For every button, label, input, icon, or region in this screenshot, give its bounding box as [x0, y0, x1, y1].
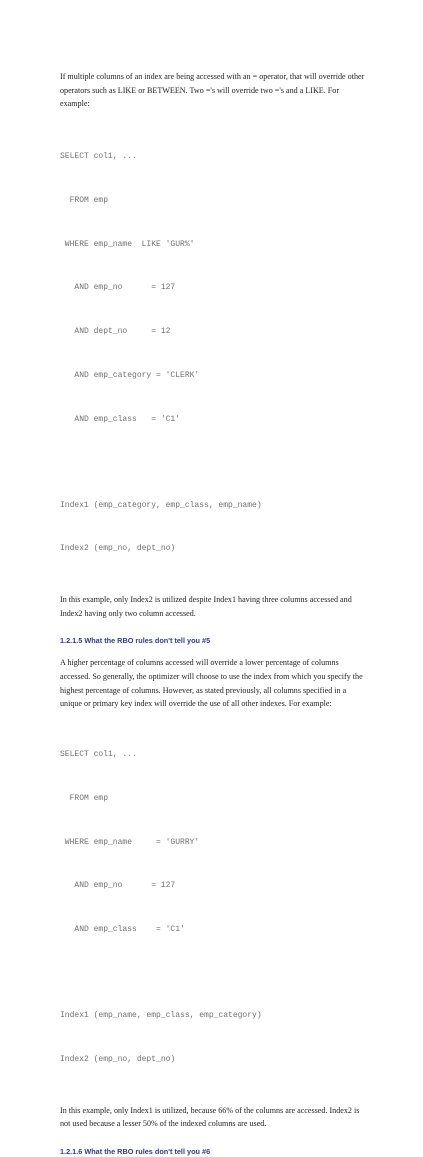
code-line: Index1 (emp_category, emp_class, emp_name): [60, 500, 262, 510]
code-block-indexes-1: [60, 469, 370, 586]
code-line: FROM emp: [60, 195, 109, 205]
code-line: WHERE emp_name = 'GURRY': [60, 837, 200, 847]
code-block-indexes-2: [60, 980, 370, 1097]
document-page: [60, 70, 370, 1157]
paragraph-rule-5: A higher percentage of columns accessed will override a lower percentage of columns accessed. So generally, the optimizer will choose to use the index from which you specify the highest percentage of columns. However, as stated previously, all columns specified in a unique or primary key index will override the use of all other indexes. For example:: [60, 658, 363, 709]
code-line: AND emp_class = 'C1': [60, 925, 185, 935]
paragraph-intro: If multiple columns of an index are being accessed with an = operator, that will override other operators such as LIKE or BETWEEN. Two ='s will override two ='s and a LIKE. For example:: [60, 72, 365, 109]
paragraph-example-1: In this example, only Index2 is utilized despite Index1 having three columns accessed and Index2 having only two column accessed.: [60, 595, 352, 618]
code-line: AND emp_class = 'C1': [60, 414, 181, 424]
code-block-query-2: [60, 719, 370, 967]
code-line: WHERE emp_name LIKE 'GUR%': [60, 239, 195, 249]
code-line: FROM emp: [60, 793, 109, 803]
code-block-query-1: [60, 121, 370, 457]
code-line: SELECT col1, ...: [60, 749, 137, 759]
code-line: Index2 (emp_no, dept_no): [60, 544, 176, 554]
code-line: AND emp_category = 'CLERK': [60, 370, 200, 380]
code-line: AND emp_no = 127: [60, 283, 176, 293]
code-line: Index2 (emp_no, dept_no): [60, 1054, 176, 1064]
section-heading-5: 1.2.1.5 What the RBO rules don't tell you #5: [60, 636, 211, 646]
section-heading-6: 1.2.1.6 What the RBO rules don't tell you #6: [60, 1146, 211, 1156]
code-line: Index1 (emp_name, emp_class, emp_category): [60, 1011, 262, 1021]
code-line: SELECT col1, ...: [60, 151, 137, 161]
code-line: AND dept_no = 12: [60, 327, 171, 337]
code-line: AND emp_no = 127: [60, 881, 176, 891]
paragraph-example-2: In this example, only Index1 is utilized, because 66% of the columns are accessed. Index2 is not used because a lesser 50% of the indexed columns are used.: [60, 1105, 360, 1129]
